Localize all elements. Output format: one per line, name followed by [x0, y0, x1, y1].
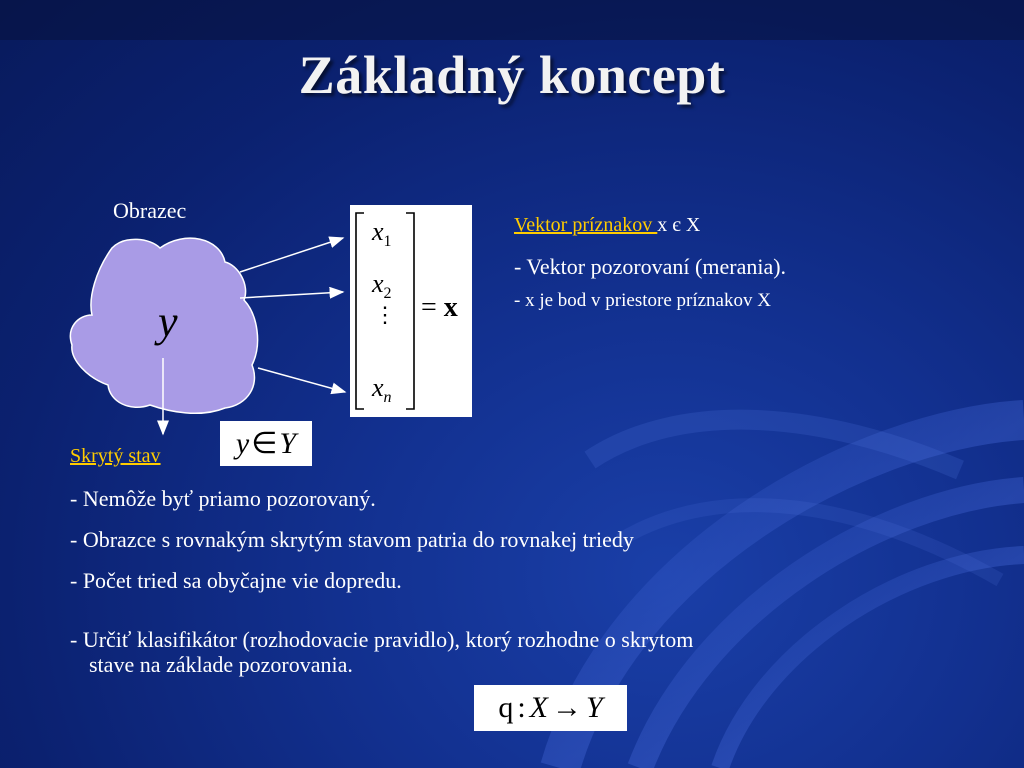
hidden-state-expression: y ∈ Y — [220, 421, 312, 466]
hidden-state-bullet-2: - Obrazce s rovnakým skrytým stavom patria do rovnakej triedy — [70, 527, 634, 552]
arrow-to-x1 — [240, 238, 343, 272]
vector-entry-xn: $x_n$ — [372, 373, 392, 407]
slide-title: Základný koncept — [298, 45, 726, 105]
arrow-to-x2 — [240, 292, 343, 298]
feature-vector-desc-2: - x je bod v priestore príznakov X — [514, 290, 771, 311]
vector-entry-x2: $x_2$ — [372, 269, 392, 303]
hidden-state-link[interactable]: Skrytý stav — [70, 445, 161, 467]
vector-vdots: ⋮ — [374, 302, 396, 327]
hidden-state-heading — [70, 445, 161, 468]
arrow-to-xn — [258, 368, 345, 392]
hidden-state-bullet-1: - Nemôže byť priamo pozorovaný. — [70, 486, 376, 511]
feature-vector-desc-1: - Vektor pozorovaní (merania). — [514, 254, 787, 279]
blob-symbol: y — [158, 297, 178, 346]
feature-vector-link[interactable]: Vektor príznakov — [514, 214, 658, 236]
classifier-expression: q : X → Y — [474, 685, 627, 731]
vector-equals-x: = x — [421, 292, 458, 323]
feature-vector-heading: Vektor príznakov x є X — [514, 214, 701, 236]
hidden-state-bullet-3: - Počet tried sa obyčajne vie dopredu. — [70, 568, 402, 593]
obrazec-label: Obrazec — [113, 198, 187, 223]
vector-entry-x1: $x_1$ — [372, 217, 392, 251]
classifier-bullet: - Určiť klasifikátor (rozhodovacie pravidlo), ktorý rozhodne o skrytom stave na základe pozorovania. — [70, 627, 694, 677]
